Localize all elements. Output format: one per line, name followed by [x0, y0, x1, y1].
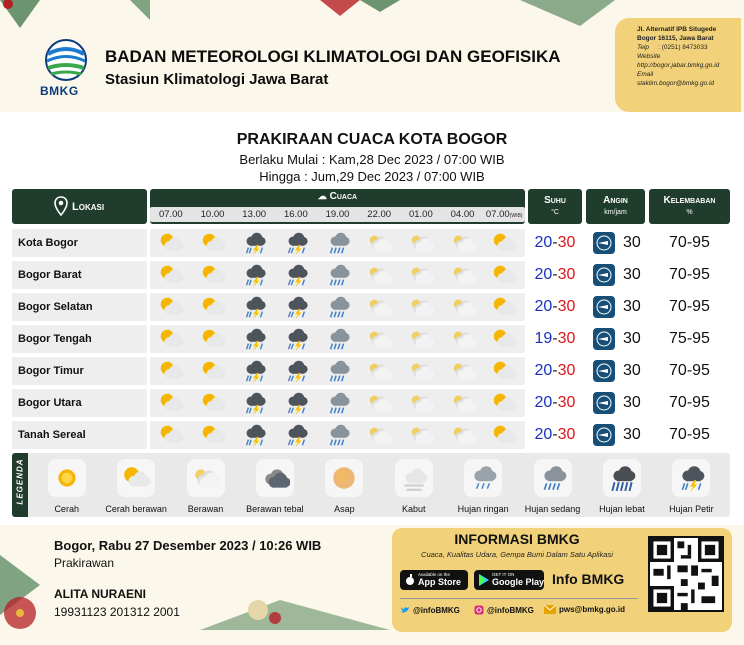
- org-title: BADAN METEOROLOGI KLIMATOLOGI DAN GEOFISIKA: [105, 47, 561, 66]
- lokasi-label: Lokasi: [72, 200, 105, 213]
- legend-item: [657, 453, 726, 517]
- sun-cloud-icon: [150, 357, 192, 385]
- cloudy-moon-icon: [400, 229, 442, 257]
- cuaca-title: [150, 191, 525, 202]
- app-store-small: Available on the: [418, 572, 450, 577]
- legend: [12, 453, 730, 517]
- humidity: 70-95: [649, 357, 730, 385]
- rain-moderate-icon: [317, 357, 359, 385]
- location-name: Kota Bogor: [12, 229, 147, 257]
- storm-icon: [233, 229, 275, 257]
- twitter-link[interactable]: [400, 605, 460, 615]
- legend-label: Hujan sedang: [524, 504, 581, 514]
- location-name: Bogor Utara: [12, 389, 147, 417]
- sun-cloud-icon: [192, 421, 234, 449]
- legend-item: [448, 453, 517, 517]
- wind-speed: 30: [623, 426, 641, 443]
- cloudy-moon-icon: [400, 357, 442, 385]
- header-cuaca: [150, 189, 525, 224]
- overcast-icon: [256, 459, 294, 497]
- google-play-small: GET IT ON: [492, 572, 515, 577]
- google-play-label: Google Play: [492, 577, 545, 587]
- contact-address-2: Bogor 16115, Jawa Barat: [637, 35, 714, 42]
- temp-min: 20: [534, 362, 553, 379]
- twitter-icon: [400, 605, 410, 615]
- sun-cloud-icon: [150, 229, 192, 257]
- temp-min: 20: [534, 426, 553, 443]
- storm-icon: [233, 357, 275, 385]
- page-title: PRAKIRAAN CUACA KOTA BOGOR: [236, 131, 508, 148]
- header-suhu: [528, 189, 582, 224]
- sun-cloud-icon: [192, 293, 234, 321]
- legend-item: [240, 453, 309, 517]
- weather-cells: [150, 357, 525, 385]
- angin-label: Angin: [603, 195, 628, 206]
- humidity: 70-95: [649, 421, 730, 449]
- wind-speed: 30: [623, 394, 641, 411]
- legend-item: [101, 453, 170, 517]
- rain-light-icon: [464, 459, 502, 497]
- temp-min: 20: [534, 394, 553, 411]
- storm-icon: [672, 459, 710, 497]
- email-link[interactable]: [544, 605, 625, 614]
- temperature: 20-30: [528, 357, 582, 385]
- temp-max: 30: [557, 234, 576, 251]
- wind-speed: 30: [623, 298, 641, 315]
- time-label: 07.00: [485, 209, 510, 220]
- legend-tab: [12, 453, 28, 517]
- temp-min: 20: [534, 234, 553, 251]
- location-name: Bogor Barat: [12, 261, 147, 289]
- valid-to: Hingga : Jum,29 Dec 2023 / 07:00 WIB: [259, 169, 485, 184]
- temp-max: 30: [557, 426, 576, 443]
- sun-cloud-icon: [483, 293, 525, 321]
- sun-cloud-icon: [483, 421, 525, 449]
- pinecone-decoration-icon: [200, 580, 390, 635]
- cloudy-moon-icon: [400, 389, 442, 417]
- weather-cells: [150, 325, 525, 353]
- contact-telp: : (0251) 8473033: [658, 44, 708, 51]
- info-subtitle: Cuaca, Kualitas Udara, Gempa Bumi Dalam Satu Aplikasi: [421, 550, 613, 559]
- cloudy-moon-icon: [442, 389, 484, 417]
- storm-icon: [275, 357, 317, 385]
- storm-icon: [275, 389, 317, 417]
- legend-item: [587, 453, 656, 517]
- rain-moderate-icon: [317, 229, 359, 257]
- header-lokasi: [12, 189, 147, 224]
- temp-max: 30: [557, 362, 576, 379]
- rain-moderate-icon: [534, 459, 572, 497]
- wind-compass-icon: [593, 424, 615, 446]
- sun-cloud-icon: [192, 261, 234, 289]
- cloudy-moon-icon: [400, 293, 442, 321]
- storm-icon: [275, 229, 317, 257]
- temperature: 20-30: [528, 293, 582, 321]
- cloudy-moon-icon: [442, 261, 484, 289]
- sun-cloud-icon: [483, 325, 525, 353]
- humidity: 70-95: [649, 229, 730, 257]
- sun-cloud-icon: [483, 357, 525, 385]
- location-name: Bogor Timur: [12, 357, 147, 385]
- kelembaban-unit: %: [686, 209, 693, 216]
- qr-code-icon[interactable]: [648, 536, 724, 612]
- temp-max: 30: [557, 266, 576, 283]
- cloudy-moon-icon: [400, 421, 442, 449]
- legend-label: Cerah: [54, 504, 79, 514]
- storm-icon: [275, 293, 317, 321]
- wind: [586, 293, 645, 321]
- storm-icon: [233, 261, 275, 289]
- forecaster-name: ALITA NURAENI: [54, 587, 146, 601]
- temp-min: 19: [534, 330, 553, 347]
- twitter-handle: @infoBMKG: [413, 605, 460, 615]
- cloudy-moon-icon: [358, 229, 400, 257]
- wind-speed: 30: [623, 330, 641, 347]
- time-row: [150, 207, 525, 222]
- suhu-unit: °C: [551, 209, 559, 216]
- info-bmkg-box: [392, 528, 732, 632]
- rain-heavy-icon: [603, 459, 641, 497]
- sun-cloud-icon: [117, 459, 155, 497]
- table-row: [12, 421, 730, 449]
- cloudy-moon-icon: [442, 421, 484, 449]
- suhu-label: Suhu: [544, 195, 566, 206]
- rain-moderate-icon: [317, 261, 359, 289]
- temp-min: 20: [534, 266, 553, 283]
- location-name: Bogor Tengah: [12, 325, 147, 353]
- storm-icon: [233, 325, 275, 353]
- weather-cells: [150, 389, 525, 417]
- instagram-handle: @infoBMKG: [487, 605, 534, 615]
- location-name: Bogor Selatan: [12, 293, 147, 321]
- storm-icon: [275, 421, 317, 449]
- haze-icon: [325, 459, 363, 497]
- rain-moderate-icon: [317, 325, 359, 353]
- sun-cloud-icon: [150, 293, 192, 321]
- contact-website[interactable]: http://bogor.jabar.bmkg.go.id: [637, 62, 720, 69]
- rain-moderate-icon: [317, 421, 359, 449]
- mail-icon: [544, 605, 556, 614]
- poinsettia-decoration-icon: [0, 535, 60, 645]
- temperature: 20-30: [528, 421, 582, 449]
- time-slot: 22.00: [367, 209, 392, 220]
- sun-cloud-icon: [150, 325, 192, 353]
- temperature: 20-30: [528, 261, 582, 289]
- temp-max: 30: [557, 330, 576, 347]
- wind-speed: 30: [623, 362, 641, 379]
- pine-decoration-icon: [520, 0, 615, 30]
- cloudy-moon-icon: [400, 325, 442, 353]
- table-row: [12, 261, 730, 289]
- sun-cloud-icon: [483, 229, 525, 257]
- temperature: 19-30: [528, 325, 582, 353]
- location-name: Tanah Sereal: [12, 421, 147, 449]
- christmas-decoration-icon: [0, 0, 150, 30]
- wind-compass-icon: [593, 392, 615, 414]
- table-row: [12, 325, 730, 353]
- wind: [586, 261, 645, 289]
- humidity: 70-95: [649, 293, 730, 321]
- wind-compass-icon: [593, 232, 615, 254]
- wind: [586, 325, 645, 353]
- cloudy-moon-icon: [358, 293, 400, 321]
- legend-items: [32, 453, 726, 517]
- storm-icon: [275, 261, 317, 289]
- time-slot: 01.00: [408, 209, 433, 220]
- rain-moderate-icon: [317, 293, 359, 321]
- contact-telp-label: Telp: [637, 44, 650, 51]
- temperature: 20-30: [528, 229, 582, 257]
- time-slot: [483, 207, 525, 222]
- cloudy-moon-icon: [358, 357, 400, 385]
- wind-compass-icon: [593, 328, 615, 350]
- sun-icon: [48, 459, 86, 497]
- legend-label: Cerah berawan: [105, 504, 167, 514]
- table-row: [12, 357, 730, 385]
- legend-item: [32, 453, 101, 517]
- cloudy-moon-icon: [358, 421, 400, 449]
- sun-cloud-icon: [483, 261, 525, 289]
- instagram-icon: [474, 605, 484, 615]
- legend-label: Kabut: [401, 504, 426, 514]
- app-name: Info BMKG: [552, 571, 625, 587]
- apple-logo-icon: [405, 574, 415, 586]
- legend-item: [379, 453, 448, 517]
- storm-icon: [233, 293, 275, 321]
- org-subtitle: Stasiun Klimatologi Jawa Barat: [105, 71, 329, 88]
- cloudy-moon-icon: [442, 325, 484, 353]
- legend-item: [171, 453, 240, 517]
- wind-speed: 30: [623, 266, 641, 283]
- sun-cloud-icon: [150, 389, 192, 417]
- contact-box: [615, 18, 741, 112]
- app-store-label: App Store: [418, 577, 462, 587]
- instagram-link[interactable]: [474, 605, 534, 615]
- contact-email-label: Email: [637, 71, 654, 78]
- humidity: 75-95: [649, 325, 730, 353]
- header-kelembaban: [649, 189, 730, 224]
- legend-label: Hujan lebat: [599, 504, 645, 514]
- logo-text: BMKG: [40, 84, 79, 98]
- weather-cells: [150, 229, 525, 257]
- cloudy-moon-icon: [358, 389, 400, 417]
- forecaster-nip: 19931123 201312 2001: [54, 605, 180, 619]
- cloud-sun-icon: ☁: [317, 191, 327, 201]
- forecaster-role: Prakirawan: [54, 556, 115, 570]
- storm-icon: [275, 325, 317, 353]
- sun-cloud-icon: [150, 421, 192, 449]
- sun-cloud-icon: [150, 261, 192, 289]
- legend-label: Hujan ringan: [457, 504, 509, 514]
- angin-unit: km/jam: [604, 209, 627, 216]
- temp-max: 30: [557, 394, 576, 411]
- sun-cloud-icon: [192, 357, 234, 385]
- legend-label: Berawan: [187, 504, 224, 514]
- weather-cells: [150, 421, 525, 449]
- cuaca-label: Cuaca: [329, 191, 358, 202]
- issue-date: Bogor, Rabu 27 Desember 2023 / 10:26 WIB: [54, 538, 322, 553]
- google-play-icon: [479, 574, 489, 586]
- rain-moderate-icon: [317, 389, 359, 417]
- sun-cloud-icon: [192, 229, 234, 257]
- time-slot: 19.00: [325, 209, 350, 220]
- holly-decoration-icon: [300, 0, 420, 20]
- table-row: [12, 293, 730, 321]
- wind: [586, 229, 645, 257]
- location-pin-icon: [54, 196, 68, 216]
- cloudy-moon-icon: [442, 229, 484, 257]
- sun-cloud-icon: [192, 389, 234, 417]
- header: [0, 0, 744, 112]
- storm-icon: [233, 421, 275, 449]
- google-play-button[interactable]: [474, 570, 544, 590]
- kelembaban-label: Kelembaban: [663, 195, 716, 206]
- sun-cloud-icon: [192, 325, 234, 353]
- wind: [586, 357, 645, 385]
- wind: [586, 389, 645, 417]
- legend-label: Hujan Petir: [669, 504, 714, 514]
- table-row: [12, 389, 730, 417]
- footer: [0, 525, 744, 645]
- humidity: 70-95: [649, 261, 730, 289]
- time-slot: 16.00: [283, 209, 308, 220]
- cloudy-moon-icon: [358, 325, 400, 353]
- time-slot: 07.00: [158, 209, 183, 220]
- sun-cloud-icon: [483, 389, 525, 417]
- cloudy-moon-icon: [442, 293, 484, 321]
- time-suffix: (WIB): [509, 213, 523, 219]
- cloudy-moon-icon: [400, 261, 442, 289]
- wind-speed: 30: [623, 234, 641, 251]
- table-row: [12, 229, 730, 257]
- legend-title: LEGENDA: [15, 458, 25, 505]
- contact-email[interactable]: staklim.bogor@bmkg.go.id: [637, 80, 715, 87]
- temp-max: 30: [557, 298, 576, 315]
- time-slot: 10.00: [200, 209, 225, 220]
- humidity: 70-95: [649, 389, 730, 417]
- time-slot: 13.00: [242, 209, 267, 220]
- cloudy-icon: [187, 459, 225, 497]
- wind: [586, 421, 645, 449]
- temp-min: 20: [534, 298, 553, 315]
- legend-label: Berawan tebal: [246, 504, 304, 514]
- storm-icon: [233, 389, 275, 417]
- time-slot: 04.00: [450, 209, 475, 220]
- valid-from: Berlaku Mulai : Kam,28 Dec 2023 / 07:00 WIB: [239, 152, 505, 167]
- contact-address-1: Jl. Alternatif IPB Situgede: [637, 26, 717, 33]
- wind-compass-icon: [593, 264, 615, 286]
- legend-item: [310, 453, 379, 517]
- legend-item: [518, 453, 587, 517]
- info-title: INFORMASI BMKG: [454, 531, 580, 547]
- wind-compass-icon: [593, 360, 615, 382]
- wind-compass-icon: [593, 296, 615, 318]
- email-address: pws@bmkg.go.id: [559, 605, 626, 614]
- fog-icon: [395, 459, 433, 497]
- app-store-button[interactable]: [400, 570, 468, 590]
- cloudy-moon-icon: [442, 357, 484, 385]
- contact-website-label: Website: [637, 53, 661, 60]
- cloudy-moon-icon: [358, 261, 400, 289]
- weather-cells: [150, 293, 525, 321]
- header-angin: [586, 189, 645, 224]
- weather-cells: [150, 261, 525, 289]
- divider: [400, 598, 638, 599]
- temperature: 20-30: [528, 389, 582, 417]
- legend-label: Asap: [334, 504, 355, 514]
